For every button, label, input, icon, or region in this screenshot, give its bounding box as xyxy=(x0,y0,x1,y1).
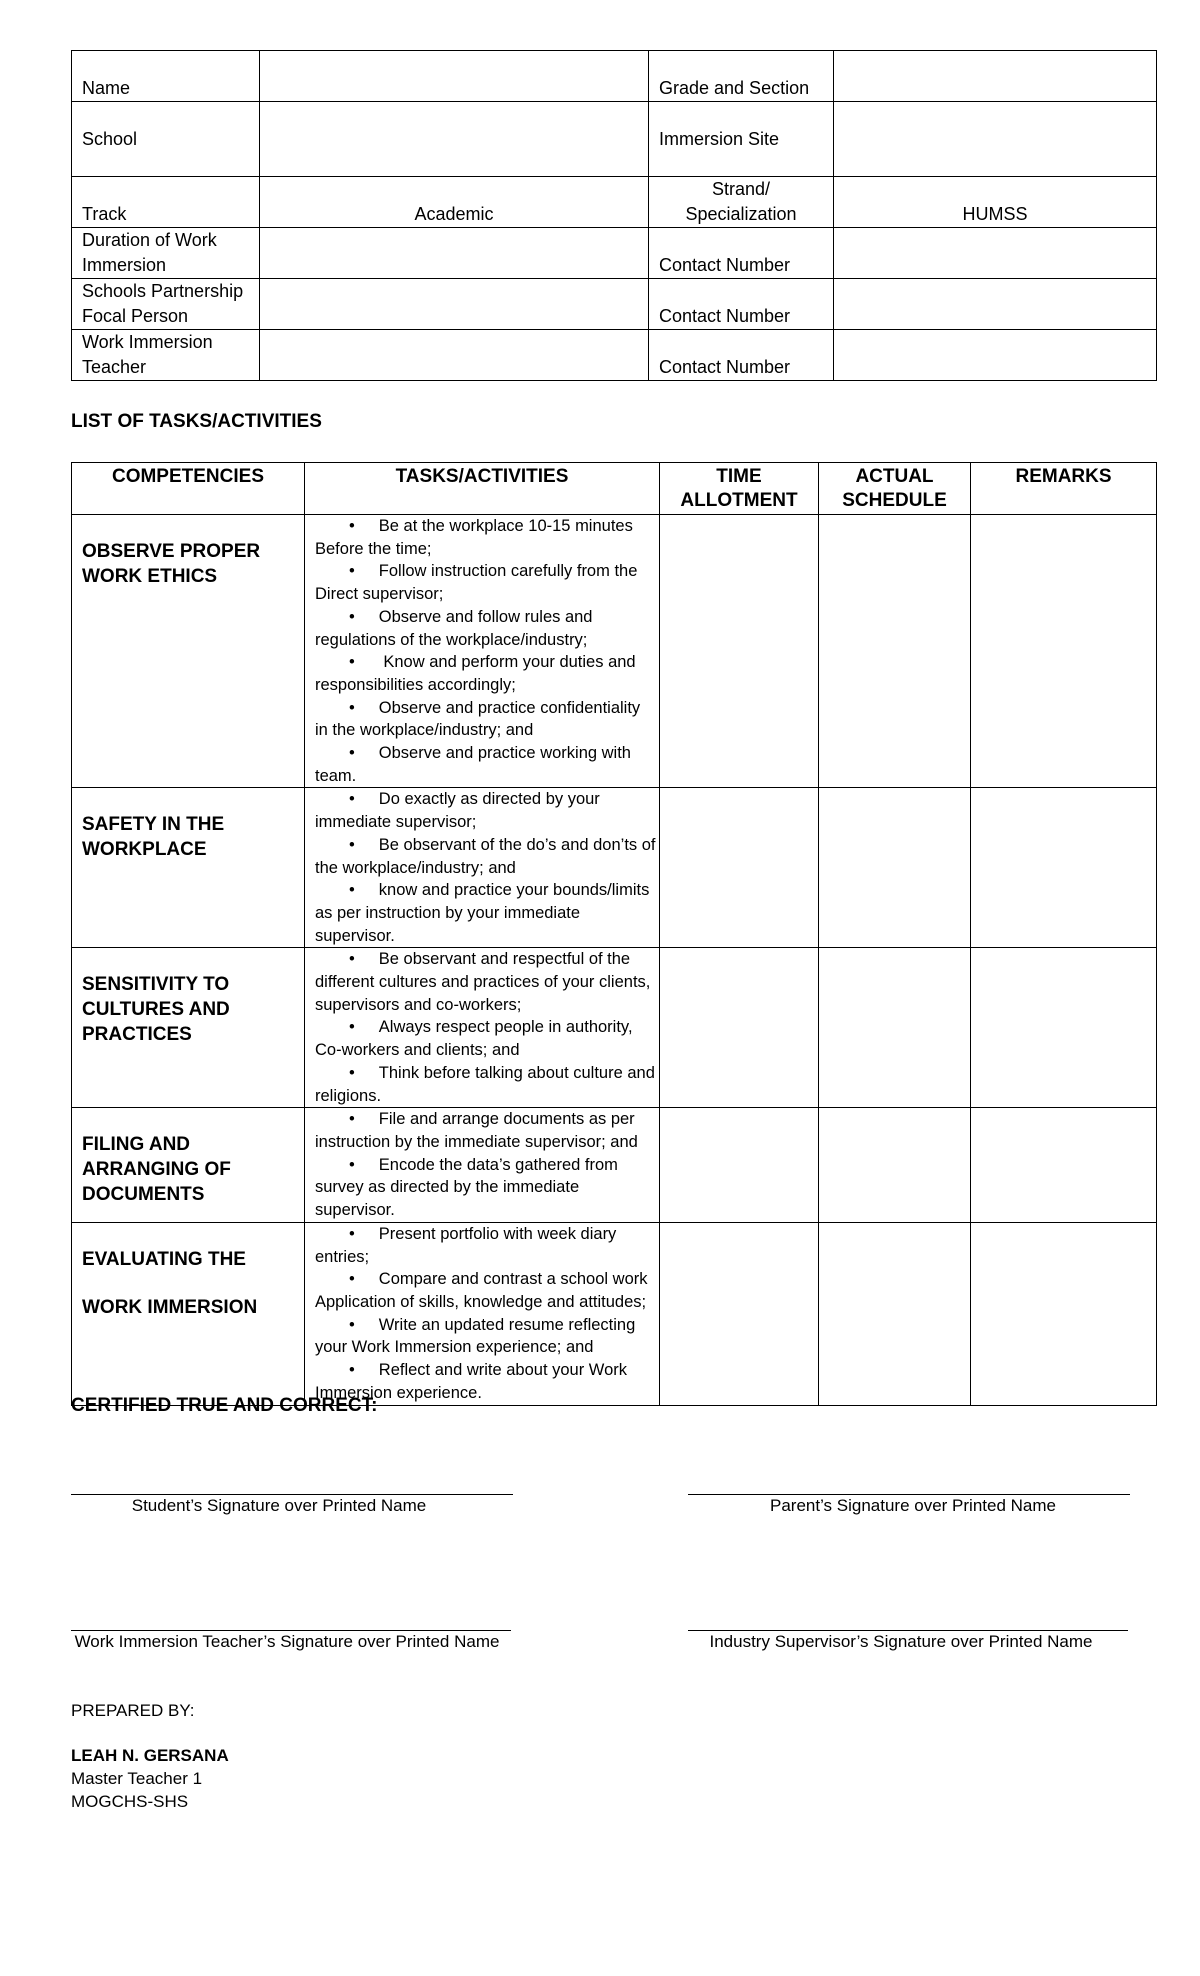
header-actual-schedule xyxy=(819,463,971,515)
task-list xyxy=(315,788,657,947)
remarks-cell[interactable] xyxy=(971,1222,1157,1405)
info-row-school xyxy=(72,102,1157,177)
actual-schedule-cell[interactable] xyxy=(819,515,971,788)
table-row xyxy=(72,515,1157,788)
remarks-cell[interactable] xyxy=(971,948,1157,1108)
competency-line: WORK IMMERSION xyxy=(82,1296,258,1318)
list-item: • Always respect people in authority, Co-workers and clients; and xyxy=(315,1016,657,1061)
competency-line: WORKPLACE xyxy=(82,839,207,861)
actual-schedule-cell[interactable] xyxy=(819,788,971,948)
tasks-table xyxy=(71,462,1157,1406)
competency-gap xyxy=(82,1272,294,1295)
list-item: • Observe and practice confidentiality in the workplace/industry; and xyxy=(315,697,657,742)
list-item: • Be observant of the do’s and don’ts of the workplace/industry; and xyxy=(315,834,657,879)
list-item: • Know and perform your duties and responsibilities accordingly; xyxy=(315,651,657,696)
info-row-duration xyxy=(72,228,1157,279)
table-row xyxy=(72,1222,1157,1405)
list-item: • Reflect and write about your Work Immersion experience. xyxy=(315,1359,657,1404)
header-time-line1: TIME xyxy=(716,466,762,487)
task-list xyxy=(315,948,657,1107)
certified-title: CERTIFIED TRUE AND CORRECT: xyxy=(71,1395,378,1416)
prepared-by-label: PREPARED BY: xyxy=(71,1701,195,1720)
competency-line: ARRANGING OF xyxy=(82,1159,231,1181)
immersion-site-label: Immersion Site xyxy=(649,102,834,177)
remarks-cell[interactable] xyxy=(971,788,1157,948)
competency-line: DOCUMENTS xyxy=(82,1184,205,1206)
time-allotment-cell[interactable] xyxy=(660,948,819,1108)
partnership-label-line2: Focal Person xyxy=(82,306,189,326)
teacher-signature-line[interactable] xyxy=(71,1630,511,1631)
strand-label-line1: Strand/ xyxy=(711,179,771,199)
teacher-label-line1: Work Immersion xyxy=(82,332,213,352)
time-allotment-cell[interactable] xyxy=(660,1222,819,1405)
preparer-position: Master Teacher 1 xyxy=(71,1769,203,1788)
supervisor-signature-label: Industry Supervisor’s Signature over Printed Name xyxy=(709,1632,1093,1651)
task-list xyxy=(315,1108,657,1222)
student-info-table xyxy=(71,50,1157,381)
competency-line: WORK ETHICS xyxy=(82,566,218,587)
list-item: • Do exactly as directed by your immediate supervisor; xyxy=(315,788,657,833)
immersion-site-field[interactable] xyxy=(834,102,1157,177)
tasks-cell xyxy=(305,1222,660,1405)
track-label: Track xyxy=(72,177,260,228)
partnership-contact-label: Contact Number xyxy=(649,279,834,330)
preparer-school: MOGCHS-SHS xyxy=(71,1792,189,1811)
info-row-name xyxy=(72,51,1157,102)
competency-line: CULTURES AND xyxy=(82,999,230,1021)
parent-signature-label: Parent’s Signature over Printed Name xyxy=(769,1496,1056,1515)
teacher-signature-label: Work Immersion Teacher’s Signature over Printed Name xyxy=(74,1632,500,1651)
competency-line: OBSERVE PROPER xyxy=(82,541,261,562)
competency-line: EVALUATING THE xyxy=(82,1248,246,1270)
competency-line: SENSITIVITY TO xyxy=(82,974,230,996)
supervisor-signature-line[interactable] xyxy=(688,1630,1128,1631)
competency-cell xyxy=(72,515,305,788)
table-row xyxy=(72,788,1157,948)
time-allotment-cell[interactable] xyxy=(660,788,819,948)
header-competencies: COMPETENCIES xyxy=(72,463,305,515)
header-time-allotment xyxy=(660,463,819,515)
header-actual-line1: ACTUAL xyxy=(855,466,934,487)
header-time-line2: ALLOTMENT xyxy=(680,490,798,511)
header-actual-line2: SCHEDULE xyxy=(842,490,947,511)
partnership-label-line1: Schools Partnership xyxy=(82,281,244,301)
info-row-track xyxy=(72,177,1157,228)
duration-contact-label: Contact Number xyxy=(649,228,834,279)
name-field[interactable] xyxy=(260,51,649,102)
teacher-contact-label: Contact Number xyxy=(649,330,834,381)
duration-field[interactable] xyxy=(260,228,649,279)
teacher-contact-field[interactable] xyxy=(834,330,1157,381)
competency-cell xyxy=(72,1222,305,1405)
actual-schedule-cell[interactable] xyxy=(819,1108,971,1223)
list-item: • Observe and follow rules and regulations of the workplace/industry; xyxy=(315,606,657,651)
duration-label-line1: Duration of Work xyxy=(82,230,217,250)
header-remarks: REMARKS xyxy=(971,463,1157,515)
table-row xyxy=(72,948,1157,1108)
competency-cell xyxy=(72,948,305,1108)
list-item: • Be observant and respectful of the different cultures and practices of your clients, supervisors and co-workers; xyxy=(315,948,657,1016)
partnership-contact-field[interactable] xyxy=(834,279,1157,330)
tasks-cell xyxy=(305,1108,660,1223)
competency-line: PRACTICES xyxy=(82,1024,192,1046)
list-item: • Compare and contrast a school work Application of skills, knowledge and attitudes; xyxy=(315,1268,657,1313)
teacher-label xyxy=(72,330,260,381)
duration-contact-field[interactable] xyxy=(834,228,1157,279)
duration-label-line2: Immersion xyxy=(82,255,167,275)
task-list xyxy=(315,515,657,787)
teacher-label-line2: Teacher xyxy=(82,357,147,377)
competency-cell xyxy=(72,788,305,948)
list-item: • Be at the workplace 10-15 minutes Before the time; xyxy=(315,515,657,560)
list-item: • Think before talking about culture and religions. xyxy=(315,1062,657,1107)
task-list xyxy=(315,1223,657,1405)
list-item: • File and arrange documents as per instruction by the immediate supervisor; and xyxy=(315,1108,657,1153)
time-allotment-cell[interactable] xyxy=(660,1108,819,1223)
list-item: • Encode the data’s gathered from survey as directed by the immediate supervisor. xyxy=(315,1154,657,1222)
remarks-cell[interactable] xyxy=(971,515,1157,788)
tasks-cell xyxy=(305,948,660,1108)
teacher-field[interactable] xyxy=(260,330,649,381)
student-signature-line[interactable] xyxy=(71,1494,513,1495)
info-row-partnership xyxy=(72,279,1157,330)
track-value: Academic xyxy=(260,177,649,228)
list-item: • Observe and practice working with team. xyxy=(315,742,657,787)
partnership-field[interactable] xyxy=(260,279,649,330)
info-row-teacher xyxy=(72,330,1157,381)
competency-line: FILING AND xyxy=(82,1134,191,1156)
parent-signature-line[interactable] xyxy=(688,1494,1130,1495)
list-item: • Follow instruction carefully from the Direct supervisor; xyxy=(315,560,657,605)
strand-value: HUMSS xyxy=(834,177,1157,228)
list-item: • Write an updated resume reflecting your Work Immersion experience; and xyxy=(315,1314,657,1359)
competency-line: SAFETY IN THE xyxy=(82,814,225,836)
tasks-header-row xyxy=(72,463,1157,515)
table-row xyxy=(72,1108,1157,1223)
school-field[interactable] xyxy=(260,102,649,177)
duration-label xyxy=(72,228,260,279)
competency-cell xyxy=(72,1108,305,1223)
list-item: • know and practice your bounds/limits as per instruction by your immediate supervisor. xyxy=(315,879,657,947)
grade-section-label: Grade and Section xyxy=(649,51,834,102)
partnership-label xyxy=(72,279,260,330)
preparer-name: LEAH N. GERSANA xyxy=(71,1746,229,1765)
actual-schedule-cell[interactable] xyxy=(819,1222,971,1405)
header-tasks: TASKS/ACTIVITIES xyxy=(305,463,660,515)
grade-section-field[interactable] xyxy=(834,51,1157,102)
tasks-section-title: LIST OF TASKS/ACTIVITIES xyxy=(71,411,322,432)
school-label: School xyxy=(72,102,260,177)
actual-schedule-cell[interactable] xyxy=(819,948,971,1108)
student-signature-label: Student’s Signature over Printed Name xyxy=(131,1496,427,1515)
tasks-cell xyxy=(305,515,660,788)
time-allotment-cell[interactable] xyxy=(660,515,819,788)
strand-label xyxy=(649,177,834,228)
tasks-cell xyxy=(305,788,660,948)
list-item: • Present portfolio with week diary entries; xyxy=(315,1223,657,1268)
name-label: Name xyxy=(72,51,260,102)
strand-label-line2: Specialization xyxy=(685,204,797,224)
remarks-cell[interactable] xyxy=(971,1108,1157,1223)
